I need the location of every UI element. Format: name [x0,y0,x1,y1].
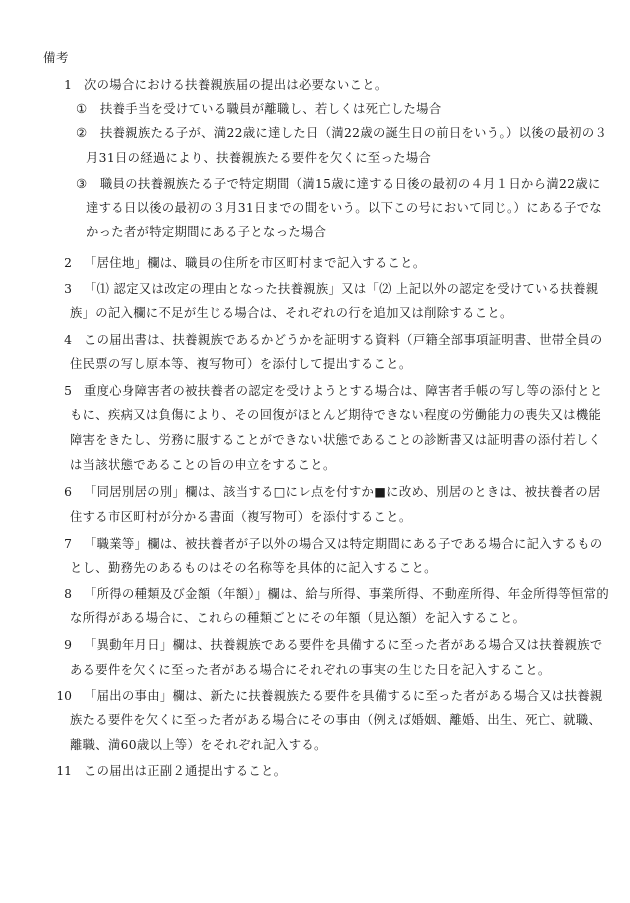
note-1-sub-1-number: ① [76,102,88,116]
note-1-sub-1-line-1: 扶養手当を受けている職員が離職し、若しくは死亡した場合 [100,102,442,116]
note-4-number: 4 [64,333,72,347]
note-3-line-2: 族」の記入欄に不足が生じる場合は、それぞれの行を追加又は削除すること。 [70,306,513,320]
note-9-number: 9 [64,638,72,652]
note-1-sub-3-line-1: 職員の扶養親族たる子で特定期間（満15歳に達する日後の最初の４月１日から満22歳に [100,177,601,191]
note-4-line-2: 住民票の写し原本等、複写物可）を添付して提出すること。 [70,357,412,371]
note-5-line-3: 障害をきたし、労務に服することができない状態であることの診断書又は証明書の添付若しく [70,433,602,447]
note-7-line-1: 「職業等」欄は、被扶養者が子以外の場合又は特定期間にある子である場合に記入するもの [84,537,603,551]
note-1-number: 1 [64,78,72,92]
note-1-sub-2-line-2: 月31日の経過により、扶養親族たる要件を欠くに至った場合 [86,151,432,165]
note-6-line-1: 「同居別居の別」欄は、該当する□にレ点を付すか■に改め、別居のときは、被扶養者の居 [84,485,601,499]
note-1-sub-2-number: ② [76,126,88,140]
note-9-line-2: ある要件を欠くに至った者がある場合にそれぞれの事実の生じた日を記入すること。 [70,663,551,677]
note-5-line-1: 重度心身障害者の被扶養者の認定を受けようとする場合は、障害者手帳の写し等の添付とと [84,384,603,398]
note-3-number: 3 [64,282,72,296]
note-3-line-1: 「⑴ 認定又は改定の理由となった扶養親族」又は「⑵ 上記以外の認定を受けている扶養親 [84,282,599,296]
note-10-number: 10 [56,689,72,703]
note-4-line-1: この届出書は、扶養親族であるかどうかを証明する資料（戸籍全部事項証明書、世帯全員の [84,333,603,347]
note-7-number: 7 [64,537,72,551]
remarks-heading: 備考 [43,50,70,65]
note-1-sub-2-line-1: 扶養親族たる子が、満22歳に達した日（満22歳の誕生日の前日をいう。）以後の最初の３ [100,126,608,140]
note-8-line-1: 「所得の種類及び金額（年額）」欄は、給与所得、事業所得、不動産所得、年金所得等恒常的 [84,587,610,601]
note-2-number: 2 [64,256,72,270]
note-5-line-4: は当該状態であることの旨の申立をすること。 [70,458,336,472]
note-8-line-2: な所得がある場合に、これらの種類ごとにその年額（見込額）を記入すること。 [70,611,526,625]
note-10-line-1: 「届出の事由」欄は、新たに扶養親族たる要件を具備するに至った者がある場合又は扶養親 [84,689,603,703]
note-1-sub-3-number: ③ [76,177,88,191]
note-7-line-2: とし、勤務先のあるものはその名称等を具体的に記入すること。 [70,561,437,575]
note-1-sub-3-line-3: かった者が特定期間にある子となった場合 [86,225,327,239]
note-6-line-2: 住する市区町村が分かる書面（複写物可）を添付すること。 [70,510,412,524]
note-1-line-1: 次の場合における扶養親族届の提出は必要ないこと。 [84,78,388,92]
note-9-line-1: 「異動年月日」欄は、扶養親族である要件を具備するに至った者がある場合又は扶養親族で [84,638,603,652]
note-8-number: 8 [64,587,72,601]
note-10-line-3: 離職、満60歳以上等）をそれぞれ記入する。 [70,738,327,752]
note-11-line-1: この届出は正副２通提出すること。 [84,764,287,778]
note-5-number: 5 [64,384,72,398]
note-10-line-2: 族たる要件を欠くに至った者がある場合にその事由（例えば婚姻、離婚、出生、死亡、就職、 [70,713,602,727]
note-6-number: 6 [64,485,72,499]
note-2-line-1: 「居住地」欄は、職員の住所を市区町村まで記入すること。 [84,256,426,270]
note-5-line-2: もに、疾病又は負傷により、その回復がほとんど期待できない程度の労働能力の喪失又は機能 [70,408,602,422]
note-1-sub-3-line-2: 達する日以後の最初の３月31日までの間をいう。以下この号において同じ。）にある子でな [86,201,603,215]
note-11-number: 11 [56,764,72,778]
